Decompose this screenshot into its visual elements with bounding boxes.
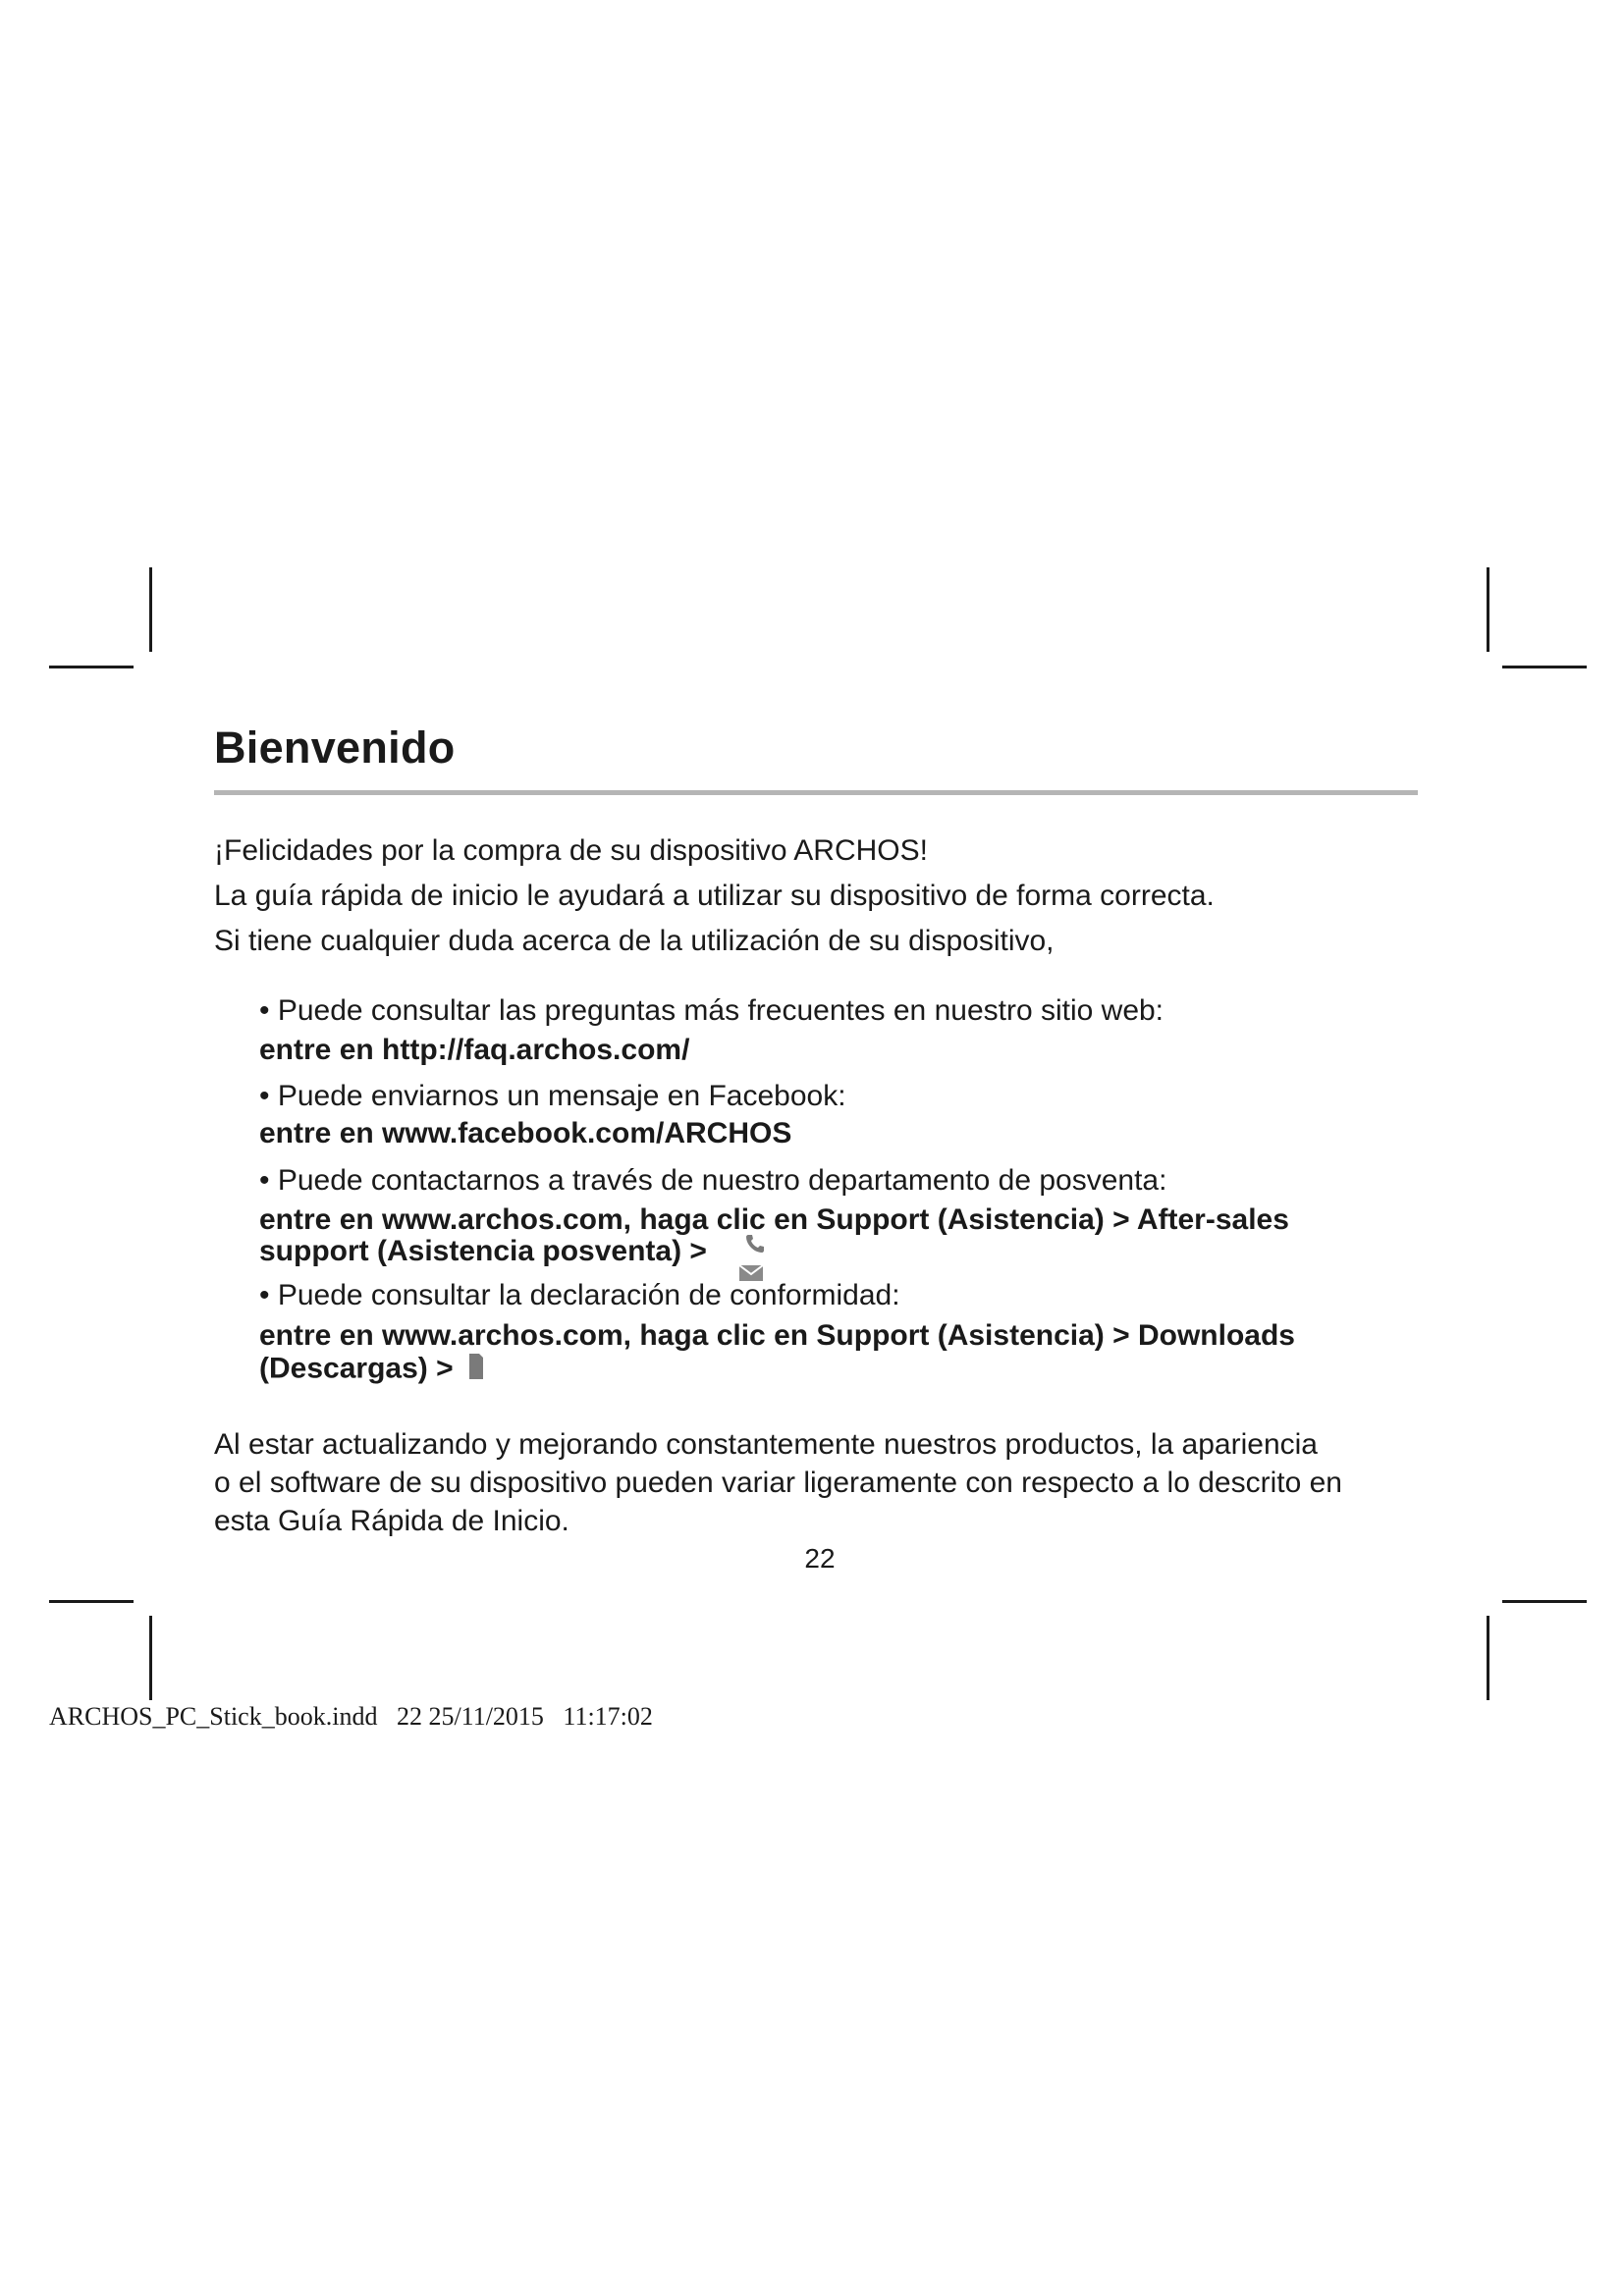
crop-mark-bottom-right-horizontal xyxy=(1502,1600,1587,1603)
item-facebook-text: • Puede enviarnos un mensaje en Facebook: xyxy=(259,1080,846,1112)
page-title: Bienvenido xyxy=(214,722,456,773)
title-divider xyxy=(214,790,1418,795)
intro-line-1: ¡Felicidades por la compra de su dispositivo ARCHOS! xyxy=(214,834,928,867)
closing-paragraph xyxy=(214,1425,1342,1540)
item-conformity-link-line-1[interactable]: entre en www.archos.com, haga clic en Support (Asistencia) > Downloads xyxy=(259,1319,1295,1352)
crop-mark-top-right-vertical xyxy=(1487,567,1489,652)
item-conformity-text: • Puede consultar la declaración de conformidad: xyxy=(259,1279,900,1311)
crop-mark-top-left-horizontal xyxy=(49,666,134,668)
crop-mark-bottom-left-horizontal xyxy=(49,1600,134,1603)
item-facebook-link[interactable]: entre en www.facebook.com/ARCHOS xyxy=(259,1117,792,1149)
document-icon xyxy=(467,1352,485,1388)
page-number: 22 xyxy=(804,1543,836,1574)
item-faq-link[interactable]: entre en http://faq.archos.com/ xyxy=(259,1034,690,1066)
crop-mark-bottom-right-vertical xyxy=(1487,1616,1489,1700)
intro-line-2: La guía rápida de inicio le ayudará a utilizar su dispositivo de forma correcta. xyxy=(214,880,1215,912)
closing-line-2: o el software de su dispositivo pueden variar ligeramente con respecto a lo descrito en xyxy=(214,1467,1342,1499)
item-aftersales-link-line-2-text: support (Asistencia posventa) > xyxy=(259,1235,707,1267)
crop-mark-top-left-vertical xyxy=(149,567,152,652)
item-faq-text: • Puede consultar las preguntas más frecuentes en nuestro sitio web: xyxy=(259,994,1164,1027)
print-slug: ARCHOS_PC_Stick_book.indd 22 25/11/2015 11:17:02 xyxy=(49,1702,653,1731)
crop-mark-top-right-horizontal xyxy=(1502,666,1587,668)
item-aftersales-link-line-1[interactable]: entre en www.archos.com, haga clic en Support (Asistencia) > After-sales xyxy=(259,1203,1289,1236)
item-aftersales-text: • Puede contactarnos a través de nuestro departamento de posventa: xyxy=(259,1164,1167,1197)
phone-icon xyxy=(744,1233,766,1259)
item-aftersales-link-line-2[interactable] xyxy=(259,1235,707,1267)
crop-mark-bottom-left-vertical xyxy=(149,1616,152,1700)
closing-line-1: Al estar actualizando y mejorando constantemente nuestros productos, la apariencia xyxy=(214,1428,1318,1461)
item-conformity-link-line-2[interactable] xyxy=(259,1352,485,1388)
item-conformity-link-line-2-text: (Descargas) > xyxy=(259,1352,454,1385)
intro-line-3: Si tiene cualquier duda acerca de la utilización de su dispositivo, xyxy=(214,925,1055,957)
closing-line-3: esta Guía Rápida de Inicio. xyxy=(214,1505,569,1537)
